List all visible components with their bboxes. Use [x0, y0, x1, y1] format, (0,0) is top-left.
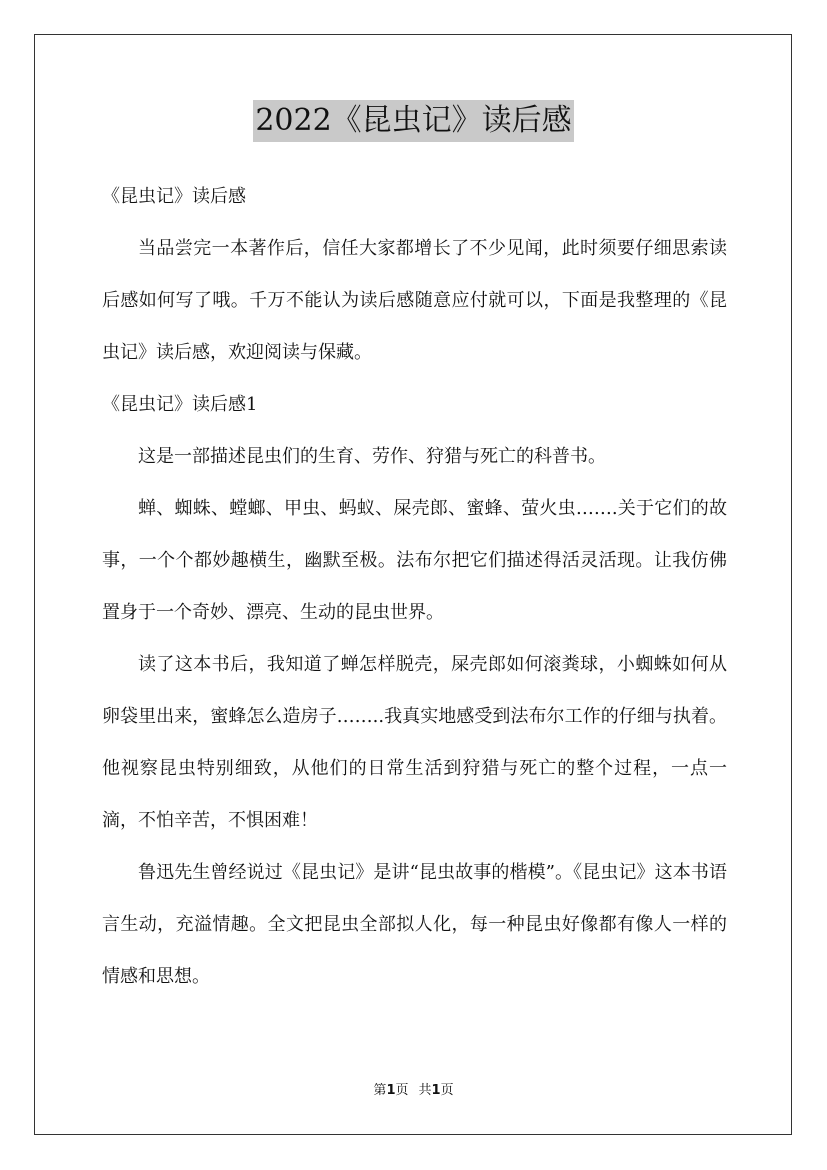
page-number: 1 [386, 1083, 396, 1098]
body-paragraph: 鲁迅先生曾经说过《昆虫记》是讲“昆虫故事的楷模”。《昆虫记》这本书语言生动，充溢情趣。全文把昆虫全部拟人化，每一种昆虫好像都有像人一样的情感和思想。 [102, 862, 727, 987]
total-prefix: 共 [418, 1083, 432, 1098]
total-pages: 1 [431, 1083, 441, 1098]
body-paragraph: 读了这本书后，我知道了蝉怎样脱壳，屎壳郎如何滚粪球，小蜘蛛如何从卵袋里出来，蜜蜂怎么造房子……..我真实地感受到法布尔工作的仔细与执着。他视察昆虫特别细致，从他们的日常生活到狩猎与死亡的整个过程，一点一滴，不怕辛苦，不惧困难！ [102, 654, 727, 831]
document-body [102, 171, 727, 1003]
total-suffix: 页 [440, 1083, 454, 1098]
body-paragraph: 蝉、蜘蛛、螳螂、甲虫、蚂蚁、屎壳郎、蜜蜂、萤火虫…….关于它们的故事，一个个都妙趣横生，幽默至极。法布尔把它们描述得活灵活现。让我仿佛置身于一个奇妙、漂亮、生动的昆虫世界。 [102, 498, 727, 623]
page-suffix: 页 [395, 1083, 409, 1098]
title-container [0, 100, 827, 142]
section-heading: 《昆虫记》读后感 [102, 186, 246, 207]
body-paragraph: 这是一部描述昆虫们的生育、劳作、狩猎与死亡的科普书。 [138, 446, 606, 467]
page-footer [0, 1082, 827, 1100]
document-title: 2022《昆虫记》读后感 [253, 100, 573, 142]
page-prefix: 第 [373, 1083, 387, 1098]
intro-paragraph: 当品尝完一本著作后，信任大家都增长了不少见闻，此时须要仔细思索读后感如何写了哦。千万不能认为读后感随意应付就可以，下面是我整理的《昆虫记》读后感，欢迎阅读与保藏。 [102, 238, 727, 363]
section-heading: 《昆虫记》读后感1 [102, 394, 258, 415]
